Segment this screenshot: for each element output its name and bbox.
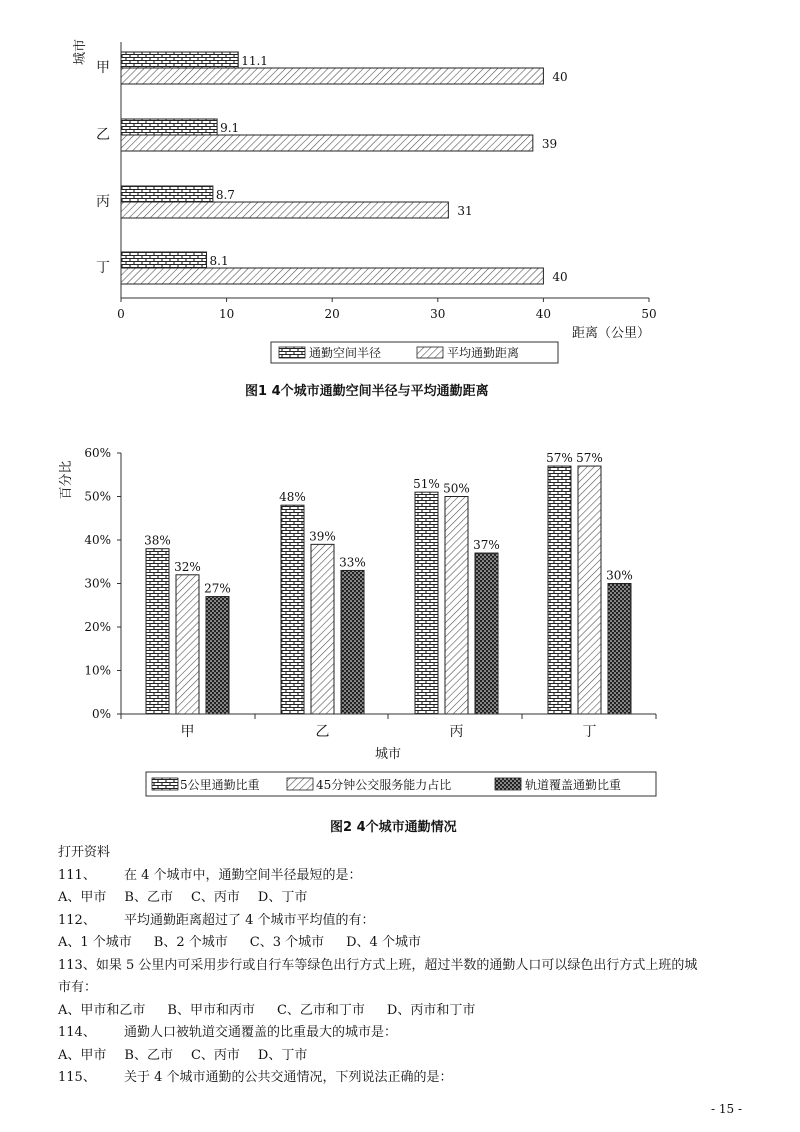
- question-113-line2: 市有：: [58, 980, 98, 995]
- category-label: 甲: [180, 724, 195, 740]
- bar-brick: [146, 549, 169, 714]
- data-label: 30%: [606, 568, 633, 583]
- bar-hatch: [176, 575, 199, 714]
- category-label: 丁: [582, 724, 597, 740]
- data-label: 27%: [204, 581, 231, 596]
- bar-brick: [121, 119, 217, 135]
- category-label: 丁: [96, 260, 110, 276]
- bar-brick: [281, 505, 304, 714]
- question-113-line1: 113、如果 5 公里内可采用步行或自行车等绿色出行方式上班，超过半数的通勤人口可以绿色出行方式上班的城: [58, 957, 698, 973]
- question-number: 112、: [58, 912, 96, 928]
- legend-label: 通勤空间半径: [309, 346, 382, 360]
- question-stem: 通勤人口被轨道交通覆盖的比重最大的城市是：: [124, 1025, 398, 1040]
- chart-caption: 图1 4个城市通勤空间半径与平均通勤距离: [245, 384, 489, 399]
- option-d: D、丙市和丁市: [386, 1002, 476, 1018]
- data-label: 8.1: [209, 254, 229, 268]
- bar-hatch: [578, 466, 601, 714]
- legend-label: 45分钟公交服务能力占比: [316, 778, 452, 792]
- bar-brick: [548, 466, 571, 714]
- data-label: 9.1: [220, 121, 240, 135]
- question-stem: 平均通勤距离超过了 4 个城市平均值的有：: [124, 912, 375, 928]
- option-a: A、1 个城市: [58, 935, 132, 950]
- x-tick-label: 40: [535, 307, 552, 321]
- data-label: 38%: [144, 533, 171, 548]
- option-b: B、甲市和丙市: [167, 1002, 255, 1018]
- option-b: B、乙市: [124, 890, 173, 905]
- bar-dots: [341, 570, 364, 714]
- y-tick-label: 30%: [84, 576, 111, 591]
- chart-1-commute-distance: [0, 0, 800, 410]
- question-number: 111、: [58, 867, 96, 883]
- options-112: [58, 932, 758, 955]
- x-tick-label: 10: [218, 307, 235, 321]
- option-a: A、甲市: [58, 1047, 107, 1063]
- intro-line: 打开资料: [58, 845, 111, 860]
- options-111: [58, 887, 758, 910]
- x-tick-label: 30: [430, 307, 446, 321]
- legend-swatch-brick: [152, 778, 178, 790]
- bar-brick: [121, 252, 207, 268]
- legend-swatch-brick: [279, 347, 305, 358]
- question-111: [58, 865, 758, 888]
- question-text: [58, 842, 758, 1090]
- option-d: D、丁市: [257, 1047, 308, 1063]
- category-label: 丙: [449, 724, 464, 740]
- data-label: 51%: [413, 477, 440, 492]
- category-label: 甲: [96, 60, 110, 76]
- bar-hatch: [311, 544, 334, 714]
- question-number: 115、: [58, 1070, 96, 1085]
- y-tick-label: 60%: [84, 446, 111, 460]
- legend: [271, 342, 558, 363]
- bar-hatch: [121, 68, 543, 84]
- x-tick-label: 0: [117, 307, 125, 321]
- bar-hatch: [121, 202, 448, 218]
- data-label: 57%: [546, 451, 573, 466]
- data-label: 57%: [576, 451, 603, 466]
- option-c: C、丙市: [190, 890, 240, 905]
- option-b: B、2 个城市: [153, 935, 228, 950]
- bar-dots: [608, 584, 631, 715]
- data-label: 39: [541, 137, 558, 151]
- y-tick-label: 10%: [84, 663, 111, 678]
- category-label: 乙: [315, 724, 330, 740]
- data-label: 31: [457, 204, 473, 218]
- bar-hatch: [121, 135, 533, 151]
- options-114: [58, 1045, 758, 1068]
- question-112: [58, 910, 758, 933]
- option-c: C、3 个城市: [249, 935, 325, 950]
- option-c: C、乙市和丁市: [276, 1002, 365, 1018]
- y-tick-label: 40%: [84, 533, 111, 547]
- data-label: 32%: [174, 559, 201, 574]
- bar-hatch: [121, 268, 543, 284]
- data-label: 37%: [473, 538, 500, 553]
- data-label: 50%: [443, 481, 470, 496]
- y-tick-label: 50%: [84, 489, 111, 504]
- legend-swatch-hatch: [287, 778, 313, 790]
- data-label: 33%: [339, 555, 366, 570]
- y-tick-label: 0%: [91, 707, 111, 721]
- x-axis-title: 距离（公里）: [572, 326, 651, 341]
- legend-swatch-hatch: [417, 347, 443, 358]
- option-a: A、甲市和乙市: [58, 1002, 146, 1018]
- option-c: C、丙市: [190, 1047, 240, 1063]
- legend-label: 轨道覆盖通勤比重: [525, 778, 622, 792]
- x-axis-title: 城市: [374, 747, 402, 762]
- legend: [146, 772, 656, 796]
- data-label: 39%: [309, 529, 336, 544]
- category-label: 丙: [96, 194, 110, 210]
- x-tick-label: 20: [324, 307, 340, 321]
- legend-swatch-dots: [495, 778, 521, 790]
- question-114: [58, 1022, 758, 1045]
- data-label: 40: [552, 270, 568, 284]
- option-d: D、丁市: [257, 890, 308, 905]
- option-a: A、甲市: [58, 890, 107, 905]
- data-label: 8.7: [215, 188, 235, 202]
- question-stem: 在 4 个城市中，通勤空间半径最短的是：: [124, 867, 362, 883]
- question-stem: 关于 4 个城市通勤的公共交通情况，下列说法正确的是：: [124, 1070, 453, 1085]
- x-tick-label: 50: [641, 307, 657, 321]
- bar-brick: [121, 186, 213, 202]
- page-number: - 15 -: [710, 1102, 742, 1116]
- y-axis-title: 百分比: [59, 460, 74, 500]
- legend-label: 5公里通勤比重: [180, 778, 260, 792]
- bar-hatch: [445, 497, 468, 715]
- option-b: B、乙市: [124, 1047, 173, 1063]
- question-number: 114、: [58, 1025, 96, 1040]
- chart-caption: 图2 4个城市通勤情况: [330, 820, 457, 835]
- data-label: 40: [552, 70, 568, 84]
- question-115: [58, 1067, 758, 1090]
- category-label: 乙: [96, 127, 110, 143]
- bar-dots: [475, 553, 498, 714]
- bar-brick: [415, 492, 438, 714]
- bar-brick: [121, 52, 238, 68]
- chart-2-commute-situation: [0, 410, 800, 840]
- data-label: 11.1: [241, 54, 268, 68]
- data-label: 48%: [279, 490, 306, 505]
- legend-label: 平均通勤距离: [447, 346, 520, 360]
- option-d: D、4 个城市: [346, 935, 421, 950]
- y-axis-title: 城市: [73, 38, 88, 66]
- options-113: [58, 1000, 758, 1023]
- y-tick-label: 20%: [84, 620, 111, 634]
- bar-dots: [206, 597, 229, 714]
